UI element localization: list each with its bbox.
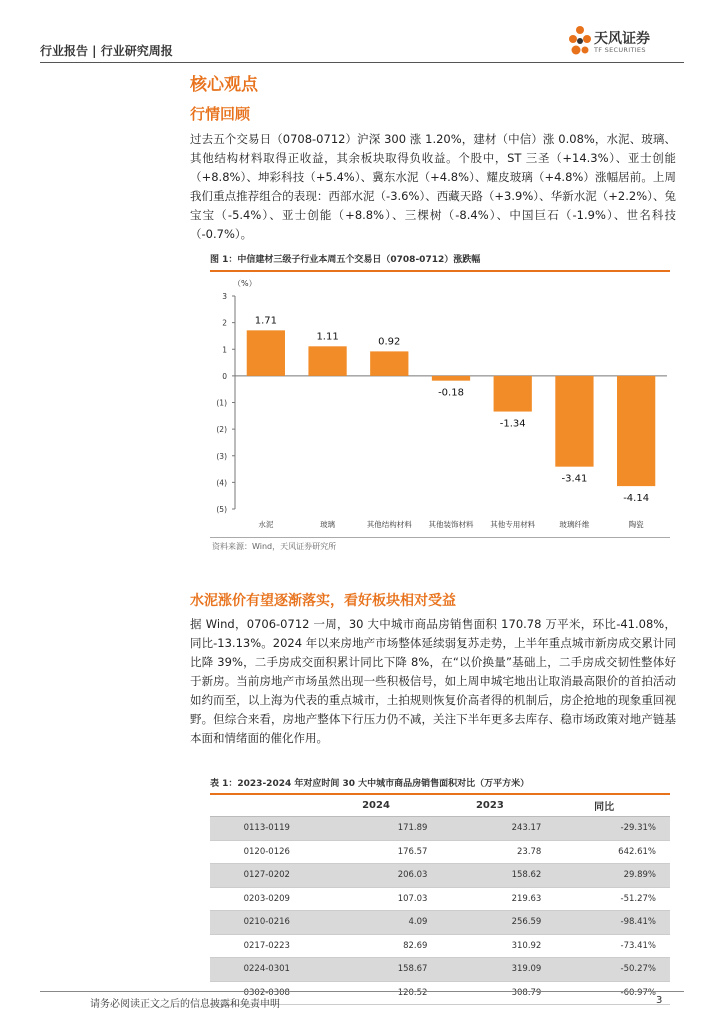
figure-source-divider	[210, 537, 670, 538]
bar	[617, 376, 655, 486]
cell-yoy: 29.89%	[551, 864, 670, 888]
cell-2024: 206.03	[324, 864, 438, 888]
table-header-row	[210, 794, 670, 817]
x-category-label: 陶瓷	[628, 520, 644, 529]
bar-value-label: 1.11	[316, 331, 339, 343]
cell-2023: 243.17	[437, 817, 551, 841]
footer-disclaimer: 请务必阅读正文之后的信息披露和免责申明	[90, 999, 280, 1010]
cell-2024: 158.67	[324, 958, 438, 982]
section-title: 核心观点	[190, 75, 258, 95]
bar	[370, 351, 408, 375]
cell-2023: 158.62	[437, 864, 551, 888]
cell-2024: 4.09	[324, 911, 438, 935]
logo-subtitle: TF SECURITIES	[594, 46, 646, 54]
cell-2024: 176.57	[324, 840, 438, 864]
report-breadcrumb: 行业报告 | 行业研究周报	[40, 44, 173, 58]
table-row	[210, 840, 670, 864]
sales-area-table	[210, 794, 670, 1005]
cell-period: 0217-0223	[210, 934, 324, 958]
section-title-2: 水泥涨价有望逐渐落实，看好板块相对受益	[190, 593, 456, 609]
cell-period: 0302-0308	[210, 981, 324, 1005]
x-category-label: 其他装饰材料	[428, 520, 474, 529]
table-title: 表 1：2023-2024 年对应时间 30 大中城市商品房销售面积对比（万平方米）	[210, 776, 670, 795]
cell-yoy: -73.41%	[551, 934, 670, 958]
x-category-label: 玻璃	[320, 520, 336, 529]
cell-yoy: 642.61%	[551, 840, 670, 864]
y-tick-label: 3	[222, 292, 227, 301]
cell-2024: 120.52	[324, 981, 438, 1005]
cell-2024: 82.69	[324, 934, 438, 958]
cell-2023: 256.59	[437, 911, 551, 935]
table-row	[210, 817, 670, 841]
y-tick-label: (2)	[216, 425, 227, 435]
cell-2023: 308.79	[437, 981, 551, 1005]
cell-2024: 107.03	[324, 887, 438, 911]
bar-value-label: 1.71	[254, 315, 277, 327]
y-axis-unit-label: （%）	[233, 279, 257, 288]
cell-period: 0203-0209	[210, 887, 324, 911]
section-subtitle: 行情回顾	[190, 105, 251, 123]
x-category-label: 其他结构材料	[366, 520, 412, 529]
cell-2024: 171.89	[324, 817, 438, 841]
bar-value-label: -1.34	[499, 418, 526, 430]
table-header-yoy: 同比	[551, 794, 670, 817]
bar-value-label: -4.14	[623, 493, 650, 505]
table-header-2023: 2023	[437, 794, 551, 817]
logo-name: 天风证券	[594, 31, 650, 47]
bar-value-label: -0.18	[438, 387, 464, 399]
cell-period: 0210-0216	[210, 911, 324, 935]
table-row	[210, 934, 670, 958]
cell-period: 0120-0126	[210, 840, 324, 864]
bar	[494, 376, 532, 412]
market-review-paragraph: 过去五个交易日（0708-0712）沪深 300 涨 1.20%，建材（中信）涨 0.08%，水泥、玻璃、其他结构材料取得正收益，其余板块取得负收益。个股中，ST 三圣（+14.3%）、亚士创能（+8.8%）、坤彩科技（+5.4%）、冀东水泥（+4.8%）、耀皮玻璃（+4.8%）涨幅居前。上周我们重点推荐组合的表现：西部水泥（-3.6%）、西藏天路（+3.9%）、华新水泥（+2.2%）、兔宝宝（-5.4%）、亚士创能（+8.8%）、三棵树（-8.4%）、中国巨石（-1.9%）、世名科技（-0.7%）。	[190, 132, 676, 241]
page-number: 3	[656, 995, 663, 1006]
x-category-label: 玻璃纤维	[559, 520, 590, 529]
x-category-label: 其他专用材料	[490, 520, 536, 529]
table-header-2024: 2024	[324, 794, 438, 817]
bar-value-label: -3.41	[561, 473, 588, 485]
bar	[555, 376, 593, 467]
bar-value-label: 0.92	[378, 336, 401, 348]
y-tick-label: 1	[222, 345, 227, 355]
footer-divider	[40, 991, 684, 992]
cell-2023: 310.92	[437, 934, 551, 958]
y-tick-label: 2	[222, 318, 227, 328]
figure-source: 资料来源：Wind，天风证券研究所	[212, 542, 337, 551]
y-tick-label: (3)	[216, 451, 227, 461]
header-divider	[40, 62, 684, 63]
property-market-paragraph: 据 Wind，0706-0712 一周，30 大中城市商品房销售面积 170.78 万平米，环比-41.08%，同比-13.13%。2024 年以来房地产市场整体延续弱复苏走势，上半年重点城市新房成交累计同比降 39%，二手房成交面积累计同比下降 8%，在“以价换量”基础上，二手房成交韧性整体好于新房。当前房地产市场虽然出现一些积极信号，如上周申城宅地出让取消最高限价的首拍活动如约而至，以上海为代表的重点城市，土拍规则恢复价高者得的机制后，房企抢地的现象重回视野。但综合来看，房地产整体下行压力仍不减，关注下半年更多去库存、稳市场政策对地产链基本面和情绪面的催化作用。	[190, 617, 676, 745]
cell-yoy: -98.41%	[551, 911, 670, 935]
cell-period: 0224-0301	[210, 958, 324, 982]
y-tick-label: 0	[222, 371, 227, 381]
cell-period: 0127-0202	[210, 864, 324, 888]
cell-2023: 319.09	[437, 958, 551, 982]
y-tick-label: (5)	[216, 505, 227, 514]
bar	[247, 330, 285, 376]
bar	[432, 376, 470, 381]
y-tick-label: (1)	[216, 398, 227, 408]
cell-yoy: -51.27%	[551, 887, 670, 911]
table-header-period	[210, 794, 324, 817]
x-category-label: 水泥	[258, 520, 274, 529]
table-row	[210, 864, 670, 888]
cell-2023: 23.78	[437, 840, 551, 864]
cell-yoy: -29.31%	[551, 817, 670, 841]
table-row	[210, 958, 670, 982]
y-tick-label: (4)	[216, 478, 227, 488]
figure-title: 图 1：中信建材三级子行业本周五个交易日（0708-0712）涨跌幅	[210, 252, 670, 272]
cell-yoy: -60.97%	[551, 981, 670, 1005]
cell-period: 0113-0119	[210, 817, 324, 841]
cell-2023: 219.63	[437, 887, 551, 911]
cell-yoy: -50.27%	[551, 958, 670, 982]
bar	[308, 346, 346, 376]
bar-chart	[207, 272, 672, 537]
table-row	[210, 887, 670, 911]
table-row	[210, 911, 670, 935]
